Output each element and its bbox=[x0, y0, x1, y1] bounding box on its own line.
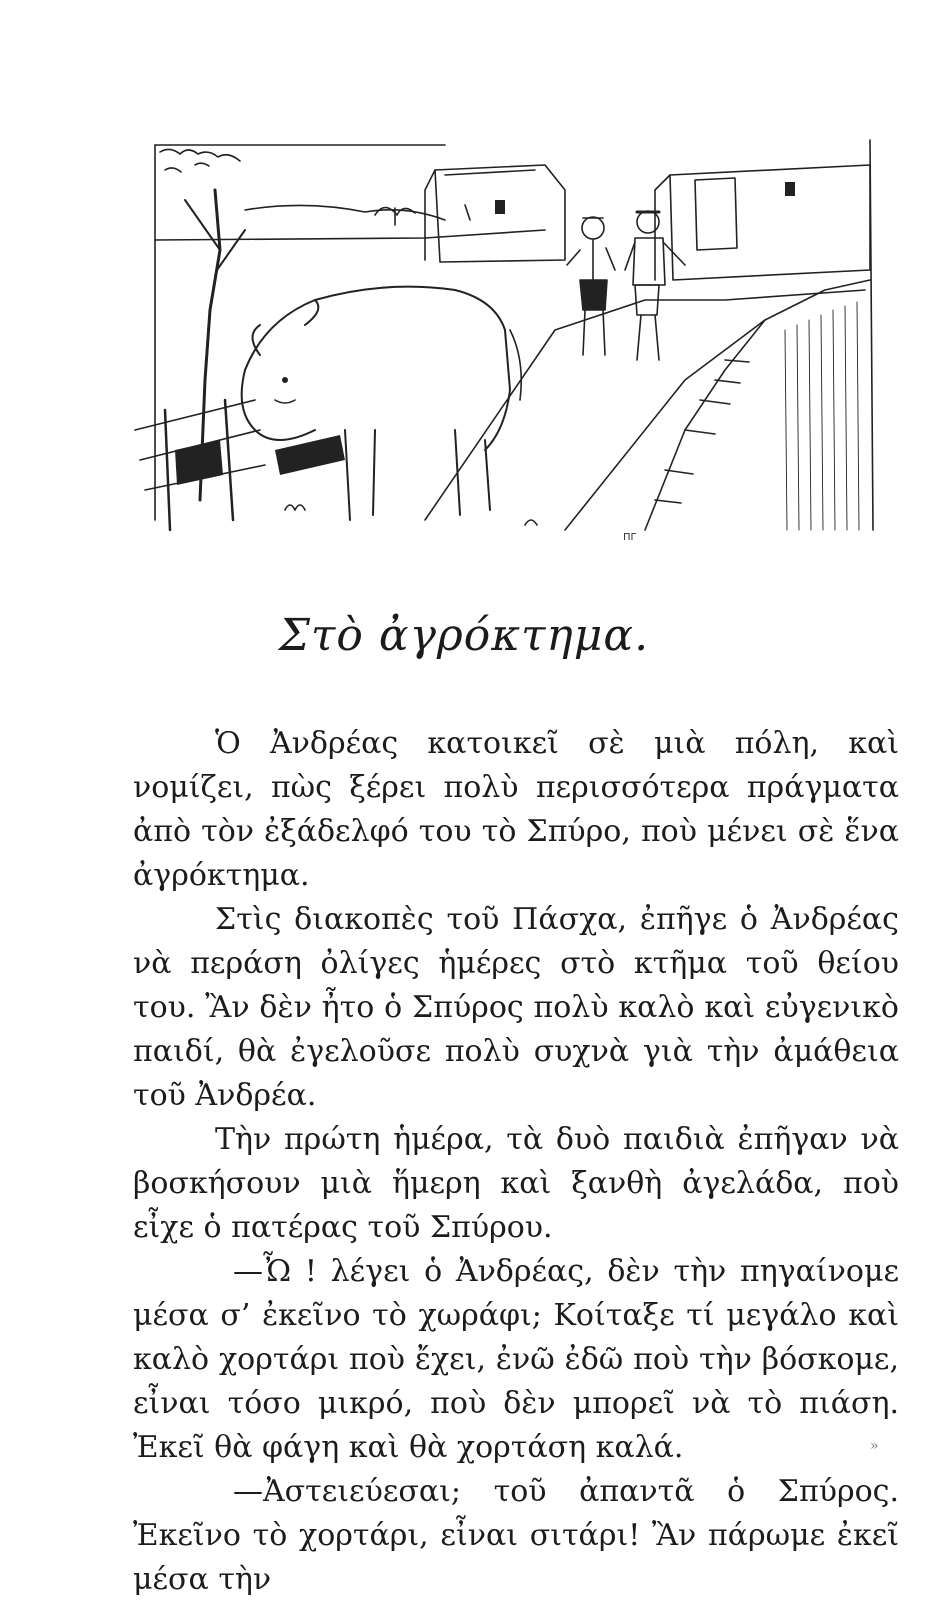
paragraph-5: —Ἀστειεύεσαι; τοῦ ἀπαντᾶ ὁ Σπύρος. Ἐκεῖνο τὸ χορτάρι, εἶναι σιτάρι! Ἂν πάρωμε ἐκεῖ μέσα τὴν bbox=[133, 1474, 899, 1597]
paragraph-3: Τὴν πρώτη ἡμέρα, τὰ δυὸ παιδιὰ ἐπῆγαν νὰ βοσκήσουν μιὰ ἥμερη καὶ ξανθὴ ἀγελάδα, ποὺ εἶχε ὁ πατέρας τοῦ Σπύρου. bbox=[133, 1122, 899, 1245]
illustration-signature: ΠΓ bbox=[623, 532, 637, 543]
paragraph-2: Στὶς διακοπὲς τοῦ Πάσχα, ἐπῆγε ὁ Ἀνδρέας νὰ περάση ὀλίγες ἡμέρες στὸ κτῆμα τοῦ θείου του. Ἂν δὲν ἦτο ὁ Σπύρος πολὺ καλὸ καὶ εὐγενικὸ παιδί, θὰ ἐγελοῦσε πολὺ συχνὰ γιὰ τὴν ἀμάθεια τοῦ Ἀνδρέα. bbox=[133, 902, 899, 1113]
farm-scene-illustration bbox=[125, 130, 885, 550]
body-text bbox=[133, 722, 899, 1602]
paragraph-1: Ὁ Ἀνδρέας κατοικεῖ σὲ μιὰ πόλη, καὶ νομίζει, πὼς ξέρει πολὺ περισσότερα πράγματα ἀπὸ τὸν ἐξάδελφό του τὸ Σπύρο, ποὺ μένει σὲ ἕνα ἀγρόκτημα. bbox=[133, 726, 899, 893]
page-title: Στὸ ἀγρόκτημα. bbox=[278, 610, 650, 661]
page-mark: » bbox=[870, 1438, 879, 1454]
paragraph-4: —Ὦ ! λέγει ὁ Ἀνδρέας, δὲν τὴν πηγαίνομε μέσα σ’ ἐκεῖνο τὸ χωράφι; Κοίταξε τί μεγάλο καὶ καλὸ χορτάρι ποὺ ἔχει, ἐνῶ ἐδῶ ποὺ τὴν βόσκομε, εἶναι τόσο μικρό, ποὺ δὲν μπορεῖ νὰ τὸ πιάση. Ἐκεῖ θὰ φάγη καὶ θὰ χορτάση καλά. bbox=[133, 1254, 899, 1465]
